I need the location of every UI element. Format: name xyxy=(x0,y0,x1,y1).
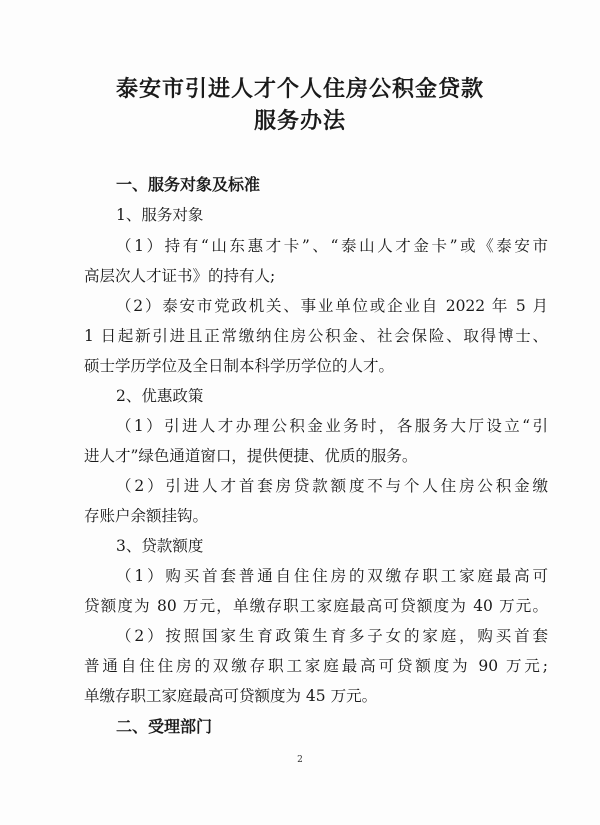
paragraph-3-2-line3: 单缴存职工家庭最高可贷额度为 45 万元。 xyxy=(84,687,378,705)
paragraph-1-2-line1: （2）泰安市党政机关、事业单位或企业自 2022 年 5 月 xyxy=(116,297,548,315)
paragraph-2-2-line1: （2）引进人才首套房贷款额度不与个人住房公积金缴 xyxy=(116,477,548,495)
section1-heading: 一、服务对象及标准 xyxy=(116,175,261,194)
paragraph-1-2-line3: 硕士学历学位及全日制本科学历学位的人才。 xyxy=(84,357,395,375)
paragraph-1-1-line1: （1）持有“山东惠才卡”、“泰山人才金卡”或《泰安市 xyxy=(116,237,548,255)
paragraph-2-1-line2: 进人才”绿色通道窗口，提供便捷、优质的服务。 xyxy=(84,447,418,465)
document-title-line1: 泰安市引进人才个人住房公积金贷款 xyxy=(115,76,484,102)
paragraph-2-1-line1: （1）引进人才办理公积金业务时，各服务大厅设立“引 xyxy=(116,417,548,435)
subsection1-heading: 1、服务对象 xyxy=(116,206,204,224)
paragraph-3-2-line1: （2）按照国家生育政策生育多子女的家庭，购买首套 xyxy=(116,627,548,645)
paragraph-2-2-line2: 存账户余额挂钩。 xyxy=(84,507,209,525)
paragraph-1-1-line2: 高层次人才证书》的持有人; xyxy=(84,267,276,285)
paragraph-3-1-line1: （1）购买首套普通自住住房的双缴存职工家庭最高可 xyxy=(116,567,548,585)
paragraph-1-2-line2: 1 日起新引进且正常缴纳住房公积金、社会保险、取得博士、 xyxy=(84,327,548,345)
section2-heading: 二、受理部门 xyxy=(116,717,213,736)
paragraph-3-2-line2: 普通自住住房的双缴存职工家庭最高可贷额度为 90 万元; xyxy=(84,657,548,675)
subsection2-heading: 2、优惠政策 xyxy=(116,387,204,405)
paragraph-3-1-line2: 贷额度为 80 万元，单缴存职工家庭最高可贷额度为 40 万元。 xyxy=(84,597,548,615)
subsection3-heading: 3、贷款额度 xyxy=(116,537,204,555)
document-title-line2: 服务办法 xyxy=(253,108,346,134)
page-number: 2 xyxy=(297,755,303,765)
